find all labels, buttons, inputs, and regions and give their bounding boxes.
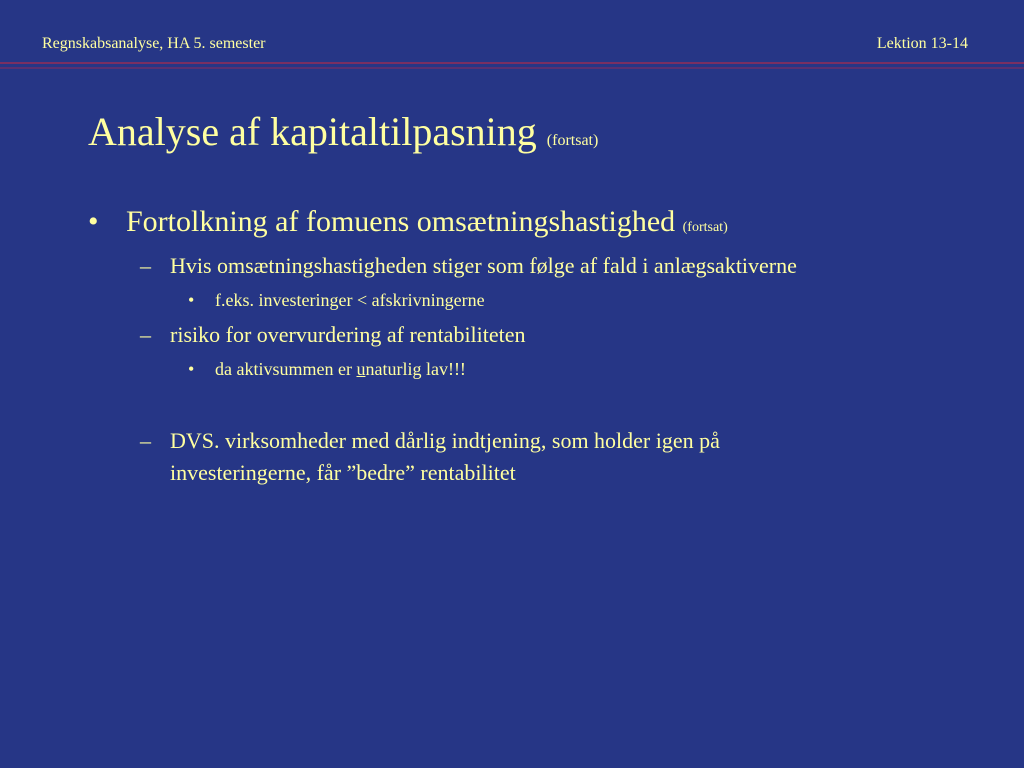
dash-marker: – xyxy=(140,322,151,347)
header-divider xyxy=(0,62,1024,64)
bullet-marker: • xyxy=(188,359,195,379)
bullet-level1 xyxy=(126,205,728,239)
bullet-level3-feks: f.eks. investeringer < afskrivningerne xyxy=(215,290,485,310)
aktivsummen-text-before: da aktivsummen er xyxy=(215,359,357,379)
bullet-level2-hvis: Hvis omsætningshastigheden stiger som følge af fald i anlægsaktiverne xyxy=(170,253,797,278)
dash-marker: – xyxy=(140,253,151,278)
bullet-marker: • xyxy=(88,205,99,238)
bullet-level2-dvs-line1: DVS. virksomheder med dårlig indtjening, som holder igen på xyxy=(170,428,720,453)
slide-title xyxy=(88,108,598,155)
bullet-level2-risiko: risiko for overvurdering af rentabiliteten xyxy=(170,322,526,347)
course-label: Regnskabsanalyse, HA 5. semester xyxy=(42,35,266,52)
bullet-marker: • xyxy=(188,290,195,310)
aktivsummen-underlined: u xyxy=(356,359,366,379)
bullet-level3-aktivsummen xyxy=(215,359,466,380)
dash-marker: – xyxy=(140,428,151,453)
slide-header xyxy=(0,0,1024,62)
bullet-level1-text: Fortolkning af fomuens omsætningshastighed xyxy=(126,205,676,238)
header-divider-secondary xyxy=(0,67,1024,69)
bullet-level2-dvs-line2: investeringerne, får ”bedre” rentabilitet xyxy=(170,460,516,485)
aktivsummen-text-after: naturlig lav!!! xyxy=(365,359,466,379)
slide-title-suffix: (fortsat) xyxy=(546,132,599,149)
lecture-label: Lektion 13-14 xyxy=(876,35,968,52)
slide-title-text: Analyse af kapitaltilpasning xyxy=(88,109,537,154)
bullet-level1-suffix: (fortsat) xyxy=(682,220,728,235)
